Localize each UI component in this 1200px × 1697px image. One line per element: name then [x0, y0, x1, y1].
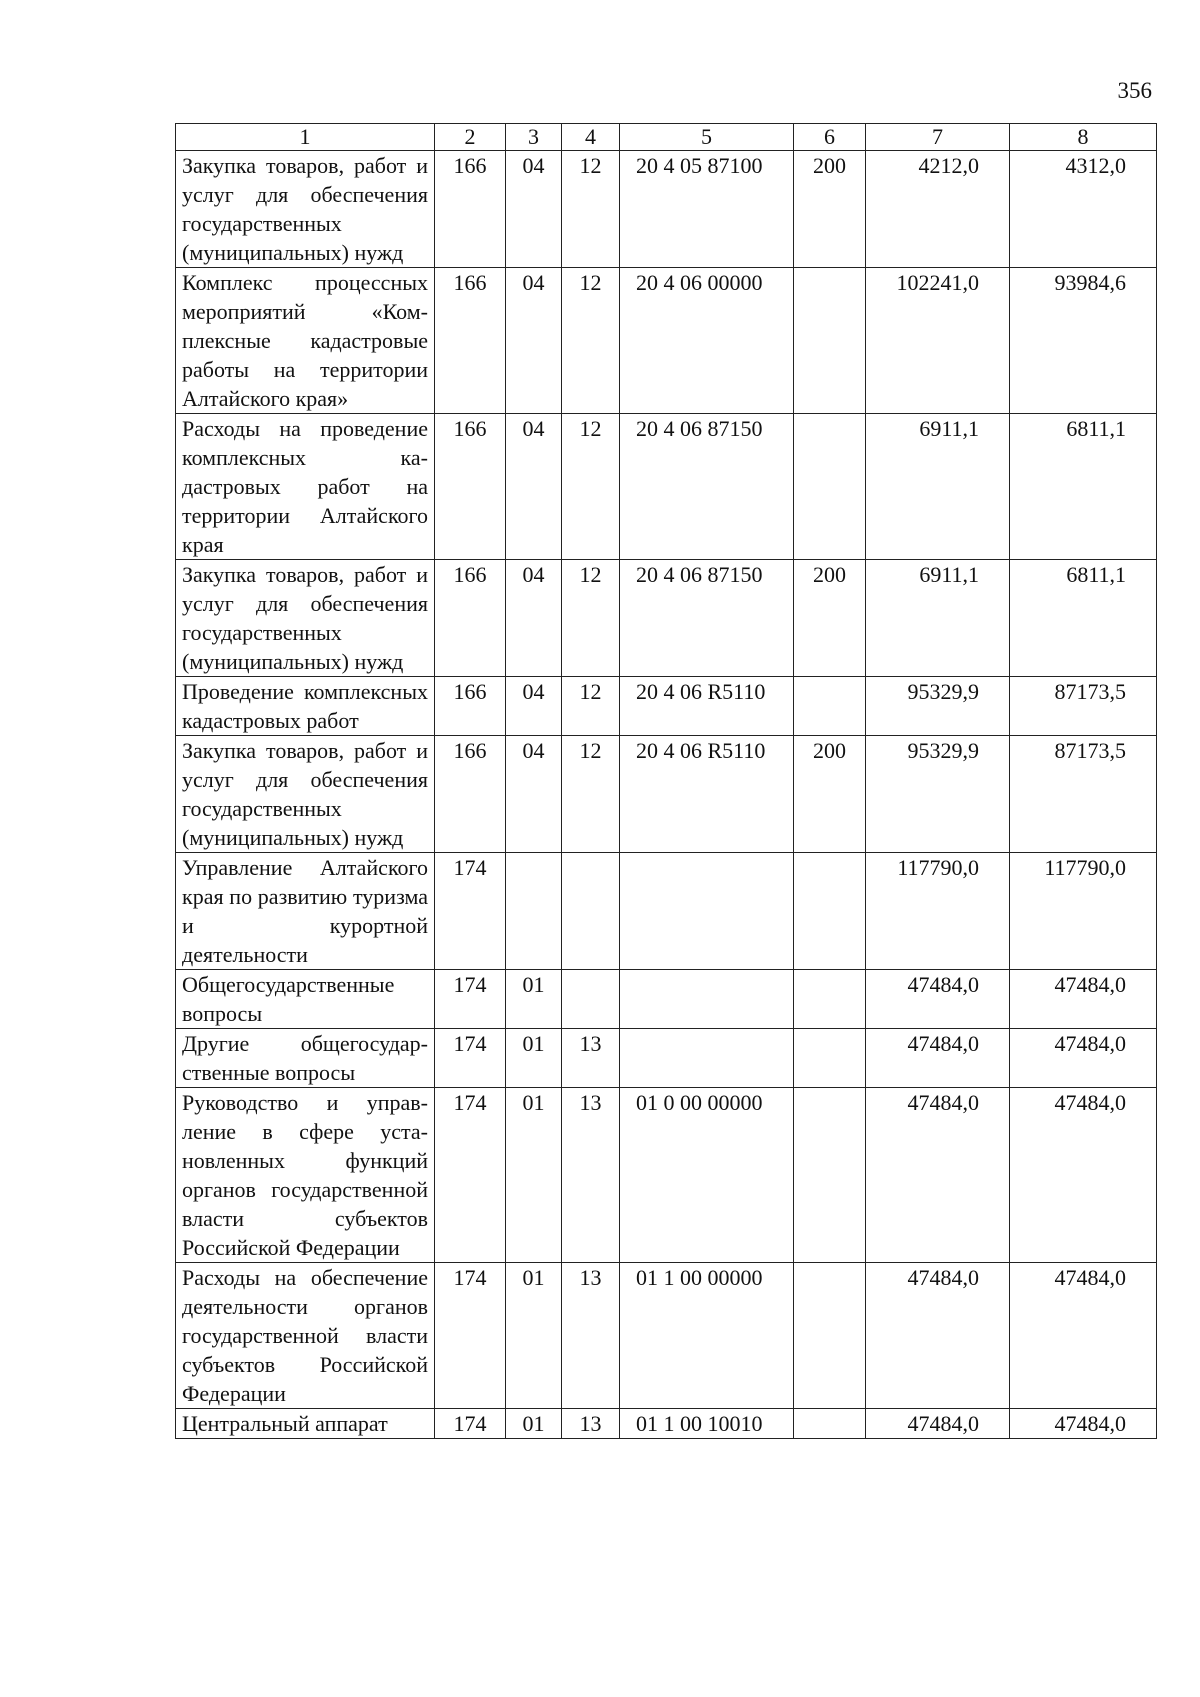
- table-row: [176, 736, 1157, 853]
- row-col2-cell: 174: [435, 853, 506, 970]
- row-col6-cell: [794, 1088, 866, 1263]
- row-col5-cell: 01 0 00 00000: [620, 1088, 794, 1263]
- row-col5-cell: 20 4 06 87150: [620, 560, 794, 677]
- row-col6-cell: [794, 1263, 866, 1409]
- row-col4-cell: 12: [562, 151, 620, 268]
- row-col4-cell: [562, 970, 620, 1029]
- row-col6-cell: [794, 970, 866, 1029]
- row-col8-cell: 87173,5: [1010, 677, 1157, 736]
- row-col4-cell: 13: [562, 1263, 620, 1409]
- row-name-cell: Другие общегосударственные вопросы: [176, 1029, 435, 1088]
- header-cell: 7: [866, 124, 1010, 151]
- row-col8-cell: 47484,0: [1010, 1409, 1157, 1439]
- table-row: [176, 1088, 1157, 1263]
- row-col5-cell: 01 1 00 00000: [620, 1263, 794, 1409]
- row-name-cell: Закупка товаров, работ и услуг для обеспечения государственных (муниципальных) нужд: [176, 151, 435, 268]
- row-col2-cell: 166: [435, 414, 506, 560]
- row-col2-cell: 174: [435, 1409, 506, 1439]
- row-col8-cell: 117790,0: [1010, 853, 1157, 970]
- row-col2-cell: 174: [435, 1088, 506, 1263]
- row-col7-cell: 47484,0: [866, 1409, 1010, 1439]
- row-col2-cell: 166: [435, 560, 506, 677]
- row-col6-cell: [794, 414, 866, 560]
- header-row: [176, 124, 1157, 151]
- row-col5-cell: [620, 853, 794, 970]
- row-col5-cell: 01 1 00 10010: [620, 1409, 794, 1439]
- table-row: [176, 853, 1157, 970]
- header-cell: 3: [506, 124, 562, 151]
- header-cell: 1: [176, 124, 435, 151]
- table-row: [176, 1029, 1157, 1088]
- row-col5-cell: [620, 1029, 794, 1088]
- row-col3-cell: 04: [506, 560, 562, 677]
- row-name-cell: Комплекс процессных мероприятий «Комплексные кадастровые работы на территории Алтайского края»: [176, 268, 435, 414]
- row-col3-cell: 01: [506, 1029, 562, 1088]
- row-col2-cell: 166: [435, 677, 506, 736]
- row-col7-cell: 102241,0: [866, 268, 1010, 414]
- row-col8-cell: 93984,6: [1010, 268, 1157, 414]
- row-col7-cell: 95329,9: [866, 677, 1010, 736]
- header-cell: 2: [435, 124, 506, 151]
- header-cell: 6: [794, 124, 866, 151]
- header-cell: 8: [1010, 124, 1157, 151]
- row-name-cell: Закупка товаров, работ и услуг для обеспечения государственных (муниципальных) нужд: [176, 560, 435, 677]
- row-col7-cell: 47484,0: [866, 1263, 1010, 1409]
- row-col2-cell: 166: [435, 736, 506, 853]
- row-col8-cell: 87173,5: [1010, 736, 1157, 853]
- row-name-cell: Центральный аппарат: [176, 1409, 435, 1439]
- row-col3-cell: [506, 853, 562, 970]
- table-row: [176, 151, 1157, 268]
- row-col4-cell: 13: [562, 1029, 620, 1088]
- row-col7-cell: 95329,9: [866, 736, 1010, 853]
- header-cell: 5: [620, 124, 794, 151]
- row-col7-cell: 117790,0: [866, 853, 1010, 970]
- row-col3-cell: 01: [506, 1263, 562, 1409]
- row-col4-cell: 13: [562, 1409, 620, 1439]
- table-row: [176, 970, 1157, 1029]
- row-col5-cell: [620, 970, 794, 1029]
- row-name-cell: Управление Алтайского края по развитию туризма и курортной деятельности: [176, 853, 435, 970]
- table-row: [176, 268, 1157, 414]
- table-body: [176, 124, 1157, 1439]
- row-col7-cell: 4212,0: [866, 151, 1010, 268]
- row-col3-cell: 01: [506, 970, 562, 1029]
- table-row: [176, 414, 1157, 560]
- row-col3-cell: 04: [506, 736, 562, 853]
- row-col2-cell: 166: [435, 268, 506, 414]
- row-col4-cell: 12: [562, 677, 620, 736]
- row-col5-cell: 20 4 05 87100: [620, 151, 794, 268]
- row-col4-cell: 12: [562, 268, 620, 414]
- row-col3-cell: 04: [506, 151, 562, 268]
- row-col2-cell: 166: [435, 151, 506, 268]
- row-col6-cell: 200: [794, 736, 866, 853]
- row-col5-cell: 20 4 06 R5110: [620, 736, 794, 853]
- row-col8-cell: 6811,1: [1010, 414, 1157, 560]
- row-col3-cell: 01: [506, 1409, 562, 1439]
- row-col8-cell: 47484,0: [1010, 1263, 1157, 1409]
- row-col2-cell: 174: [435, 1029, 506, 1088]
- row-col8-cell: 47484,0: [1010, 970, 1157, 1029]
- row-col5-cell: 20 4 06 87150: [620, 414, 794, 560]
- row-col6-cell: [794, 268, 866, 414]
- row-name-cell: Расходы на проведение комплексных кадастровых работ на территории Алтайского края: [176, 414, 435, 560]
- row-col4-cell: 13: [562, 1088, 620, 1263]
- row-name-cell: Общегосударственные вопросы: [176, 970, 435, 1029]
- row-col4-cell: [562, 853, 620, 970]
- row-col6-cell: [794, 1409, 866, 1439]
- row-col5-cell: 20 4 06 00000: [620, 268, 794, 414]
- row-col6-cell: 200: [794, 151, 866, 268]
- row-col8-cell: 47484,0: [1010, 1088, 1157, 1263]
- row-col7-cell: 47484,0: [866, 1088, 1010, 1263]
- row-col6-cell: [794, 677, 866, 736]
- row-col3-cell: 04: [506, 414, 562, 560]
- budget-table: [175, 123, 1157, 1439]
- row-col4-cell: 12: [562, 736, 620, 853]
- row-col6-cell: [794, 853, 866, 970]
- row-name-cell: Закупка товаров, работ и услуг для обеспечения государственных (муниципальных) нужд: [176, 736, 435, 853]
- row-col8-cell: 6811,1: [1010, 560, 1157, 677]
- row-col3-cell: 04: [506, 268, 562, 414]
- row-col8-cell: 47484,0: [1010, 1029, 1157, 1088]
- row-name-cell: Проведение комплексных кадастровых работ: [176, 677, 435, 736]
- row-col7-cell: 6911,1: [866, 560, 1010, 677]
- row-name-cell: Руководство и управление в сфере установленных функций органов государственной власти субъектов Российской Федерации: [176, 1088, 435, 1263]
- row-col7-cell: 6911,1: [866, 414, 1010, 560]
- row-col6-cell: 200: [794, 560, 866, 677]
- table-row: [176, 560, 1157, 677]
- row-col6-cell: [794, 1029, 866, 1088]
- row-col2-cell: 174: [435, 1263, 506, 1409]
- table-row: [176, 677, 1157, 736]
- table-row: [176, 1409, 1157, 1439]
- row-col7-cell: 47484,0: [866, 1029, 1010, 1088]
- row-col5-cell: 20 4 06 R5110: [620, 677, 794, 736]
- row-col3-cell: 04: [506, 677, 562, 736]
- row-col4-cell: 12: [562, 414, 620, 560]
- row-col2-cell: 174: [435, 970, 506, 1029]
- row-col3-cell: 01: [506, 1088, 562, 1263]
- row-name-cell: Расходы на обеспечение деятельности органов государственной власти субъектов Российской Федерации: [176, 1263, 435, 1409]
- table-row: [176, 1263, 1157, 1409]
- row-col4-cell: 12: [562, 560, 620, 677]
- row-col8-cell: 4312,0: [1010, 151, 1157, 268]
- row-col7-cell: 47484,0: [866, 970, 1010, 1029]
- page-number: 356: [1117, 78, 1152, 103]
- header-cell: 4: [562, 124, 620, 151]
